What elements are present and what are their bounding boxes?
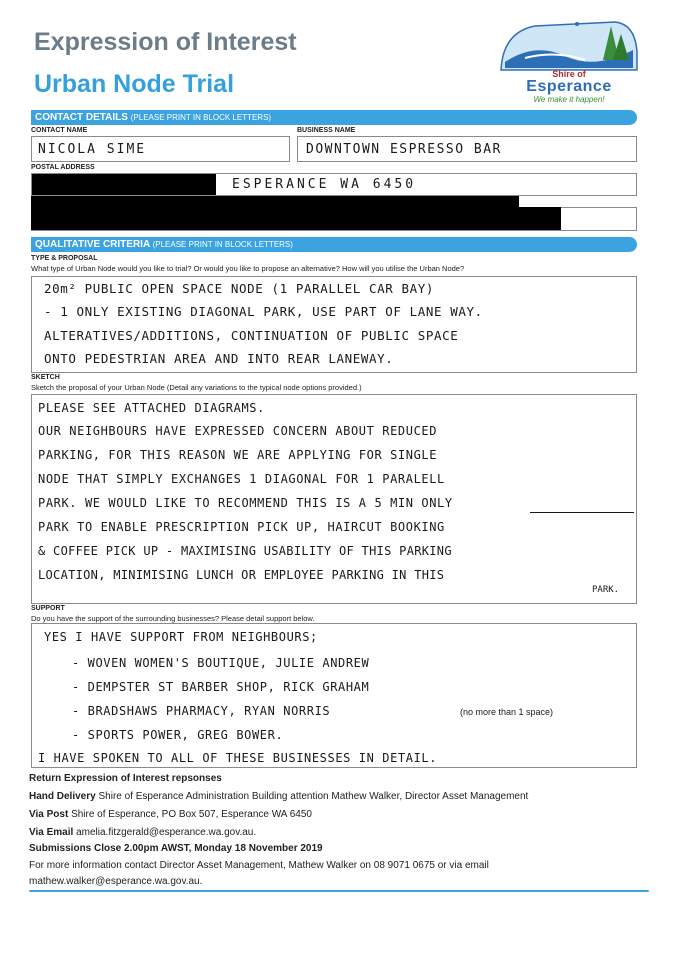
redacted-postal-street — [32, 174, 216, 195]
sketch-line: OUR NEIGHBOURS HAVE EXPRESSED CONCERN ABOUT REDUCED — [38, 424, 438, 438]
qualitative-criteria-header — [31, 237, 637, 252]
support-note: (no more than 1 space) — [460, 707, 554, 717]
sketch-line: PARK. WE WOULD LIKE TO RECOMMEND THIS IS A 5 MIN ONLY — [38, 496, 453, 510]
support-line: YES I HAVE SUPPORT FROM NEIGHBOURS; — [44, 630, 318, 644]
sketch-label: SKETCH — [31, 374, 60, 381]
contact-section-note: (PLEASE PRINT IN BLOCK LETTERS) — [130, 113, 272, 122]
hand-delivery-text: Shire of Esperance Administration Building attention Mathew Walker, Director Asset Management — [98, 791, 529, 802]
sketch-line: PARKING, FOR THIS REASON WE ARE APPLYING FOR SINGLE — [38, 448, 438, 462]
postal-address-label: POSTAL ADDRESS — [31, 164, 95, 171]
business-name-value: DOWNTOWN ESPRESSO BAR — [306, 142, 502, 157]
via-post-text: Shire of Esperance, PO Box 507, Esperance WA 6450 — [71, 809, 312, 820]
sketch-line: LOCATION, MINIMISING LUNCH OR EMPLOYEE PARKING IN THIS — [38, 568, 445, 582]
qualitative-section-note: (PLEASE PRINT IN BLOCK LETTERS) — [152, 240, 293, 249]
sketch-question: Sketch the proposal of your Urban Node (Detail any variations to the typical node options provided.) — [31, 383, 362, 392]
type-line: ALTERATIVES/ADDITIONS, CONTINUATION OF PUBLIC SPACE — [44, 328, 459, 343]
submissions-close — [29, 843, 323, 854]
info-email-link[interactable]: mathew.walker@esperance.wa.gov.au. — [29, 876, 203, 887]
support-line: - SPORTS POWER, GREG BOWER. — [72, 728, 284, 742]
form-title: Expression of Interest — [34, 28, 297, 56]
shire-logo-text — [500, 70, 638, 104]
type-proposal-question: What type of Urban Node would you like to trial? Or would you like to propose an alternative? How will you utilise the Urban Node? — [31, 264, 465, 273]
sketch-line: PLEASE SEE ATTACHED DIAGRAMS. — [38, 401, 265, 415]
return-heading-text: Return Expression of Interest repsonses — [29, 773, 222, 784]
contact-section-title: CONTACT DETAILS — [35, 112, 128, 123]
postal-address-value: ESPERANCE WA 6450 — [232, 177, 417, 192]
contact-name-field[interactable] — [31, 136, 290, 162]
contact-name-label: CONTACT NAME — [31, 127, 88, 134]
return-heading — [29, 773, 222, 784]
type-proposal-field[interactable] — [31, 276, 637, 373]
redacted-top-strip — [31, 196, 519, 207]
underline-5-min-only — [530, 512, 634, 513]
footer-divider — [29, 890, 649, 892]
support-question: Do you have the support of the surrounding businesses? Please detail support below. — [31, 614, 315, 623]
type-line: - 1 ONLY EXISTING DIAGONAL PARK, USE PART OF LANE WAY. — [44, 304, 483, 319]
sketch-line: PARK TO ENABLE PRESCRIPTION PICK UP, HAIRCUT BOOKING — [38, 520, 445, 534]
contact-details-header — [31, 110, 637, 125]
hand-delivery-line — [29, 791, 528, 802]
support-line: - WOVEN WOMEN'S BOUTIQUE, JULIE ANDREW — [72, 656, 370, 670]
support-line: - DEMPSTER ST BARBER SHOP, RICK GRAHAM — [72, 680, 370, 694]
contact-name-value: NICOLA SIME — [38, 142, 147, 157]
submissions-close-text: Submissions Close 2.00pm AWST, Monday 18 November 2019 — [29, 843, 323, 854]
hand-delivery-label: Hand Delivery — [29, 791, 96, 802]
sketch-last-word: PARK. — [592, 585, 620, 595]
logo-tagline: We make it happen! — [533, 95, 605, 104]
via-email-link[interactable]: amelia.fitzgerald@esperance.wa.gov.au. — [76, 827, 257, 838]
info-line: For more information contact Director Asset Management, Mathew Walker on 08 9071 0675 or via email — [29, 860, 489, 871]
support-label: SUPPORT — [31, 605, 65, 612]
form-subtitle: Urban Node Trial — [34, 70, 235, 98]
sketch-field[interactable] — [31, 394, 637, 604]
type-line: ONTO PEDESTRIAN AREA AND INTO REAR LANEWAY. — [44, 351, 394, 366]
postal-address-field[interactable] — [31, 173, 637, 196]
business-name-field[interactable] — [297, 136, 637, 162]
qualitative-section-title: QUALITATIVE CRITERIA — [35, 239, 150, 250]
via-post-line — [29, 809, 312, 820]
support-line: I HAVE SPOKEN TO ALL OF THESE BUSINESSES IN DETAIL. — [38, 751, 438, 765]
redacted-phone-email — [31, 207, 561, 230]
via-email-label: Via Email — [29, 827, 74, 838]
type-line: 20m² PUBLIC OPEN SPACE NODE (1 PARALLEL CAR BAY) — [44, 281, 435, 296]
type-proposal-label: TYPE & PROPOSAL — [31, 255, 98, 262]
logo-shire-label: Shire of — [552, 69, 586, 79]
support-line: - BRADSHAWS PHARMACY, RYAN NORRIS — [72, 704, 331, 718]
via-email-line — [29, 827, 256, 838]
support-field[interactable] — [31, 623, 637, 768]
sketch-line: NODE THAT SIMPLY EXCHANGES 1 DIAGONAL FOR 1 PARALELL — [38, 472, 445, 486]
sketch-line: & COFFEE PICK UP - MAXIMISING USABILITY OF THIS PARKING — [38, 544, 452, 558]
business-name-label: BUSINESS NAME — [297, 127, 356, 134]
logo-name: Esperance — [526, 78, 612, 95]
via-post-label: Via Post — [29, 809, 69, 820]
